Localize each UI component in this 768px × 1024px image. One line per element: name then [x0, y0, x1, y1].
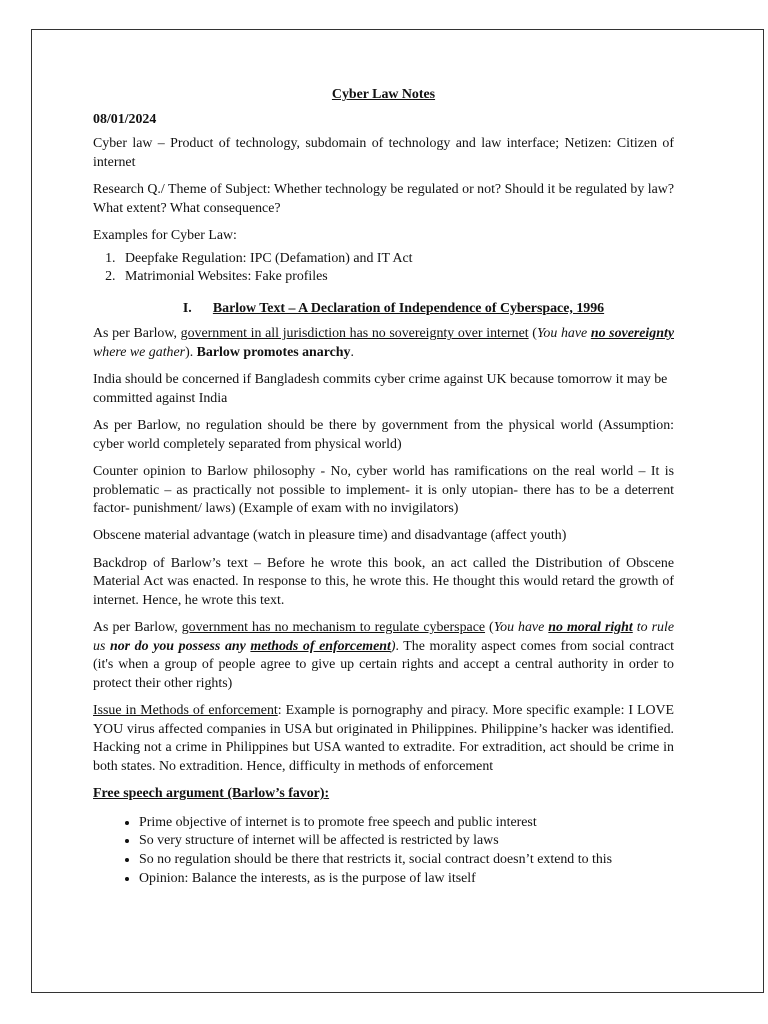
list-item: • Opinion: Balance the interests, as is the purpose of law itself: [139, 870, 674, 889]
free-speech-list: [93, 814, 674, 888]
list-item: • Prime objective of internet is to promote free speech and public interest: [139, 814, 674, 833]
section-number: I.: [182, 300, 192, 316]
text-run: where we gather: [93, 344, 186, 360]
text-run: nor do you possess any: [109, 638, 251, 654]
text-run: As per Barlow,: [93, 620, 182, 636]
text-run: . The morality aspect comes from social contract (it's when a group of people agree to give up certain rights and accept a central authority in order to protect their other rights): [93, 638, 675, 691]
text-run: : Example is pornography and piracy. More specific example: I LOVE YOU virus affected companies in USA but originated in Philippines. Philippine’s hacker was identified. Hacking not a crime in Philippines but USA wanted to extradite. For extradition, act should be crime in both states. No extradition. Hence, difficulty in methods of enforcement: [93, 703, 674, 774]
list-item: 2. Matrimonial Websites: Fake profiles: [119, 268, 674, 287]
text-run: methods of enforcement: [250, 638, 391, 654]
text-run: Issue in Methods of enforcement: [93, 703, 278, 719]
examples-list: [93, 250, 674, 287]
text-run: As per Barlow,: [93, 326, 181, 342]
list-item: • So no regulation should be there that restricts it, social contract doesn’t extend to this: [139, 851, 674, 870]
text-run: government has no mechanism to regulate cyberspace: [181, 620, 486, 636]
text-run: government in all jurisdiction has no sovereignty over internet: [180, 326, 529, 342]
text-run: You have: [536, 326, 591, 342]
section-heading: [93, 300, 674, 319]
text-run: You have: [493, 620, 549, 636]
paragraph-research-question: Research Q./ Theme of Subject: Whether technology be regulated or not? Should it be regulated by law? What extent? What consequence?: [93, 182, 674, 216]
document-content: [93, 86, 674, 888]
text-run: ): [390, 638, 396, 654]
document-title: Cyber Law Notes: [331, 87, 436, 102]
document-date: 08/01/2024: [93, 111, 157, 127]
paragraph-india: India should be concerned if Bangladesh commits cyber crime against UK because tomorrow it may be committed against India: [93, 372, 668, 406]
free-speech-heading: Free speech argument (Barlow’s favor):: [93, 786, 330, 802]
list-item: 1. Deepfake Regulation: IPC (Defamation) and IT Act: [119, 250, 674, 269]
text-run: (: [485, 620, 494, 636]
paragraph-no-regulation: As per Barlow, no regulation should be there by government from the physical world (Assumption: cyber world completely separated from physical world): [93, 418, 674, 452]
text-run: ).: [185, 344, 197, 360]
list-item: • So very structure of internet will be affected is restricted by laws: [139, 832, 674, 851]
paragraph-cyber-law: Cyber law – Product of technology, subdomain of technology and law interface; Netizen: Citizen of internet: [93, 136, 674, 170]
text-run: no sovereignty: [590, 326, 674, 342]
paragraph-enforcement-issue: [93, 702, 674, 776]
text-run: no moral right: [548, 620, 633, 636]
section-heading-text: Barlow Text – A Declaration of Independence of Cyberspace, 1996: [212, 300, 605, 316]
text-run: (: [528, 326, 537, 342]
paragraph-counter-opinion: Counter opinion to Barlow philosophy - No, cyber world has ramifications on the real world – It is problematic – as practically not possible to implement- it is only utopian- there has to be a deterrent factor- punishment/ laws) (Example of exam with no invigilators): [93, 463, 674, 517]
document-page: [31, 29, 764, 993]
text-run: Barlow promotes anarchy: [196, 344, 351, 360]
paragraph-barlow-sovereignty: [93, 325, 674, 362]
examples-label: Examples for Cyber Law:: [93, 227, 237, 243]
paragraph-obscene-material: Obscene material advantage (watch in pleasure time) and disadvantage (affect youth): [93, 528, 567, 544]
paragraph-backdrop: Backdrop of Barlow’s text – Before he wrote this book, an act called the Distribution of Obscene Material Act was enacted. In response to this, he wrote this. He thought this would retard the growth of internet. Hence, he wrote this text.: [93, 555, 674, 608]
paragraph-no-mechanism: [93, 619, 674, 693]
text-run: .: [350, 344, 354, 360]
text-run: to rule us: [93, 620, 674, 654]
